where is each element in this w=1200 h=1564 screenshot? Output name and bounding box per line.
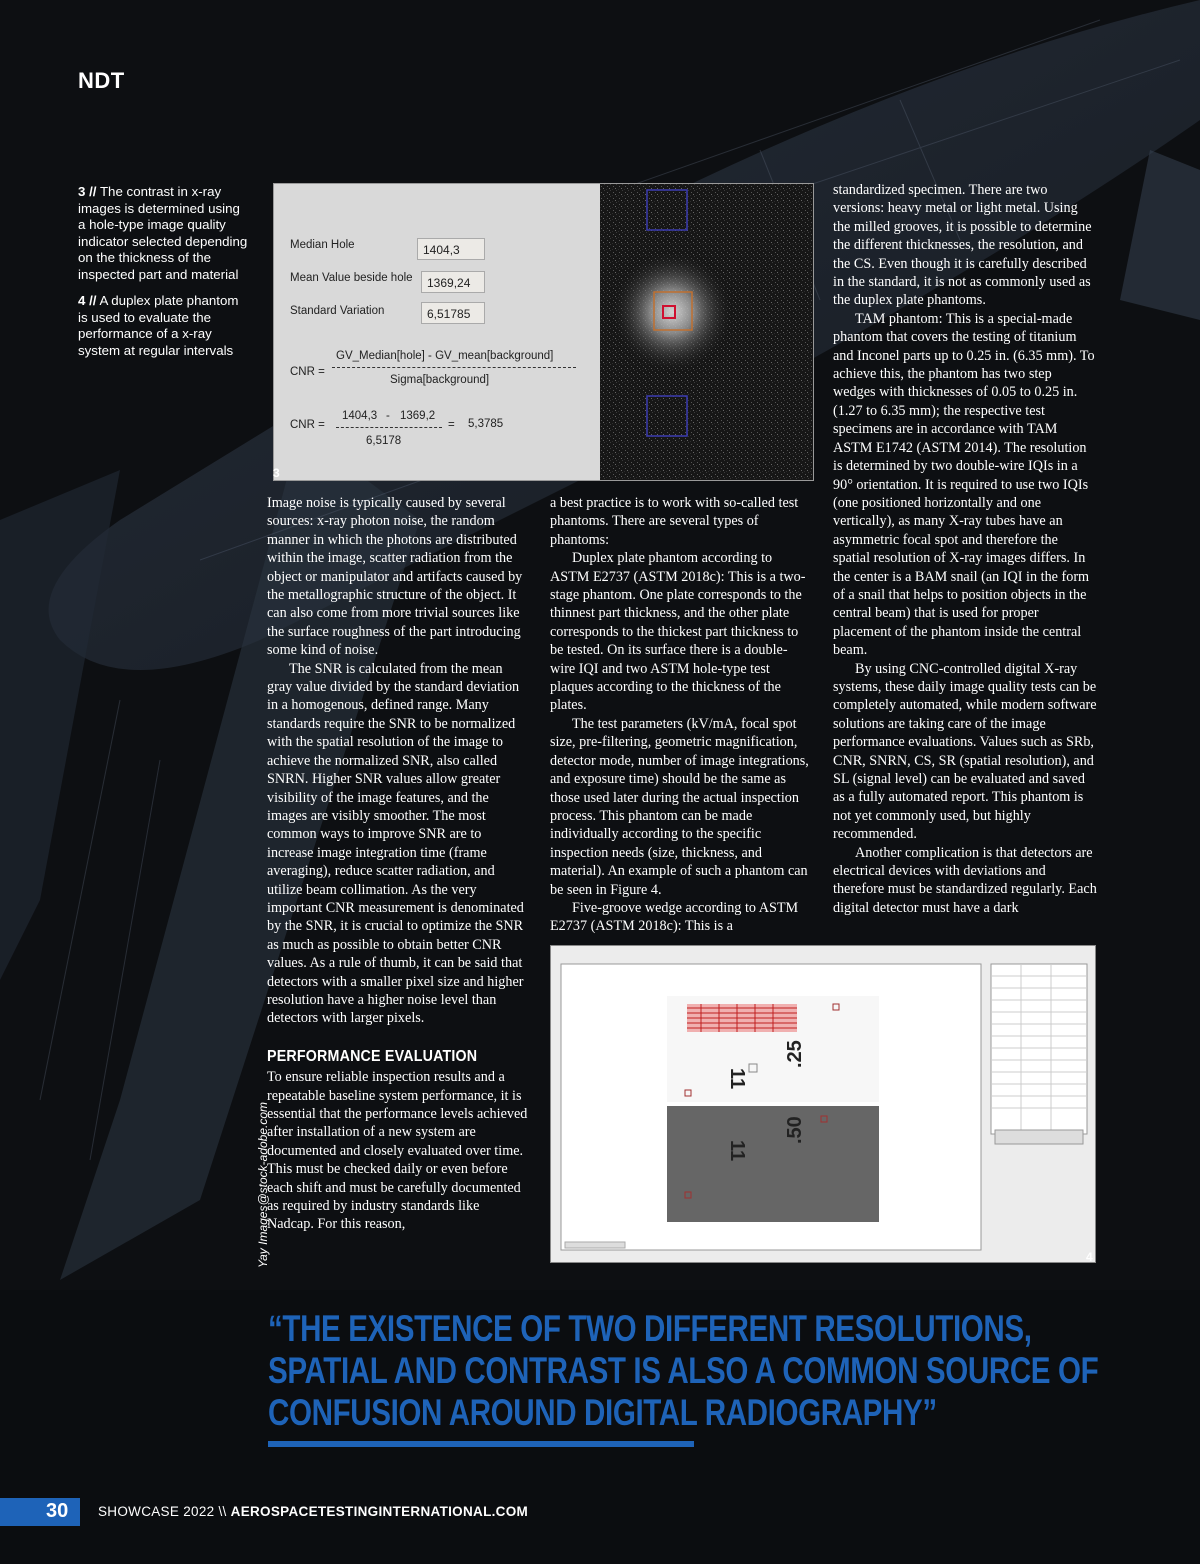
figure-3 [273,183,814,481]
calc-a: 1404,3 [342,410,378,422]
calc-b: 1369,2 [400,410,436,422]
col1-paragraph-1: Image noise is typically caused by several sources: x-ray photon noise, the random manner in which the photons are distributed within the image, scatter radiation from the object or manipulator and artifacts caused by the metallographic structure of the object. It can also come from more trivial sources like the surface roughness of the part introducing some kind of noise. [267,495,523,659]
iqi-wires [687,1004,797,1032]
median-value: 1404,3 [417,238,485,260]
median-label: Median Hole [290,239,355,251]
iqi-label-bottom: 11 [726,1140,748,1162]
col3-paragraph-4: Another complication is that detectors are electrical devices with deviations and therefore must be standardized regularly. Each digital detector must have a dark [833,844,1097,916]
column-1 [267,494,529,1234]
std-label: Standard Variation [290,305,385,317]
caption-3: 3 // The contrast in x-ray images is determined using a hole-type image quality indicator selected depending on the thickness of the inspected part and material [78,184,248,282]
thickness-label-bottom: .50 [784,1116,806,1144]
cnr-panel [274,184,600,480]
col2-paragraph-4: Five-groove wedge according to ASTM E2737 (ASTM 2018c): This is a [550,899,799,935]
xray-noise-image [600,184,813,480]
iqi-label-top: 11 [726,1068,748,1090]
calc-den: 6,5178 [366,435,402,447]
col1-paragraph-2: The SNR is calculated from the mean gray value divided by the standard deviation in a homogenous, defined range. Many standards require the SNR to be normalized with the spatial resolution of the image to achieve the normalized SNR, also called SNRN. Higher SNR values allow greater visibility of the image features, and the images are visibly smoother. The most common ways to improve SNR are to increase image integration time (frame averaging), reduce scatter radiation, and utilize beam collimation. As the very important CNR measurement is denominated by the SNR, it is crucial to optimize the SNR as much as possible to obtain better CNR values. As a rule of thumb, it can be said that detectors with a smaller pixel size and higher resolution have a higher noise level than detectors with larger pixels. [267,660,524,1027]
thickness-label-top: .25 [784,1040,806,1068]
calc-line [336,427,442,428]
calc-equals: = [448,419,455,431]
col3-paragraph-1: standardized specimen. There are two versions: heavy metal or light metal. Using the milled grooves, it is possible to determine the different thicknesses, the resolution, and the CS. Even though it is carefully described in the standard, it is not as commonly used as the duplex plate phantoms. [833,182,1092,309]
fraction-line [332,367,576,368]
mean-value: 1369,24 [421,271,485,293]
website-link[interactable]: AEROSPACETESTINGINTERNATIONAL.COM [230,1504,529,1519]
calc-result: 5,3785 [468,418,504,430]
col2-paragraph-3: The test parameters (kV/mA, focal spot size, pre-filtering, geometric magnification, detector mode, number of image integrations, and exposure time) should be the same as those used later during the actual inspection process. This phantom can be made individually according to the specific inspection needs (size, thickness, and material). An example of such a phantom can be seen in Figure 4. [550,715,809,898]
photo-credit: Yay Images@stock-adobe.com [256,1101,270,1268]
col2-paragraph-1: a best practice is to work with so-called test phantoms. There are several types of phantoms: [550,495,799,548]
col1-paragraph-3: To ensure reliable inspection results and a repeatable baseline system performance, it is essential that the performance levels achieved after installation of a new system are documented and closely evaluated over time. This must be checked daily or even before each shift and must be carefully documented as required by industry standards like Nadcap. For this reason, [267,1069,528,1233]
mean-label: Mean Value beside hole [290,272,413,284]
col3-paragraph-3: By using CNC-controlled digital X-ray systems, these daily image quality tests can be completely automated, while modern software solutions are taking care of the image performance evaluations. Values such as SRb, CNR, SNRN, CS, SR (spatial resolution), and SL (signal level) can be evaluated and saved as a fully automated report. This phantom is not yet commonly used, but highly recommended. [833,660,1097,843]
section-tag: NDT [78,68,125,93]
performance-evaluation-heading: PERFORMANCE EVALUATION [267,1047,478,1065]
std-value: 6,51785 [421,302,485,324]
calc-minus: - [386,410,390,422]
column-2 [550,494,812,936]
figure-3-number: 3 [273,466,280,480]
caption-4: 4 // A duplex plate phantom is used to evaluate the performance of a x-ray system at regular intervals [78,293,239,358]
formula-denominator: Sigma[background] [390,374,490,386]
quote-rule [268,1441,694,1447]
footer [98,1504,528,1519]
figure-4-number: 4 [1086,1250,1093,1264]
figure-4 [550,945,1096,1263]
page-number-tab [0,1498,80,1526]
formula-numerator: GV_Median[hole] - GV_mean[background] [336,350,554,362]
column-3 [833,181,1097,917]
col3-paragraph-2: TAM phantom: This is a special-made phantom that covers the testing of titanium and Inconel parts up to 0.25 in. (6.35 mm). To achieve this, the phantom has two step wedges with thicknesses of 0.05 to 0.25 in. (1.27 to 6.35 mm); the respective test specimens are in accordance with TAM ASTM E1742 (ASTM 2014). The resolution is determined by two double-wire IQIs in a 90° orientation. It is required to use two IQIs (one positioned horizontally and one vertically), as many X-ray tubes have an asymmetric focal spot and therefore the spatial resolution of X-ray images differs. In the center is a BAM snail (an IQI in the form of a snail that helps to position objects in the central beam) that is used for proper placement of the phantom inside the central beam. [833,310,1095,659]
page-number: 30 [46,1500,69,1522]
cnr-label: CNR = [290,366,325,378]
cnr-label-2: CNR = [290,419,325,431]
issue-label: SHOWCASE 2022 \\ [98,1504,231,1519]
col2-paragraph-2: Duplex plate phantom according to ASTM E2737 (ASTM 2018c): This is a two-stage phantom. One plate corresponds to the thinnest part thickness, and the other plate corresponds to the thickest part thickness to be tested. On its surface there is a double-wire IQI and two ASTM hole-type test plaques according to the thickness of the plates. [550,550,806,714]
pull-quote: “THE EXISTENCE OF TWO DIFFERENT RESOLUTIONS, SPATIAL AND CONTRAST IS ALSO A COMMON SOURCE OF CONFUSION AROUND DIGITAL RADIOGRAPHY” [268,1308,1099,1433]
figure-captions [78,184,250,369]
